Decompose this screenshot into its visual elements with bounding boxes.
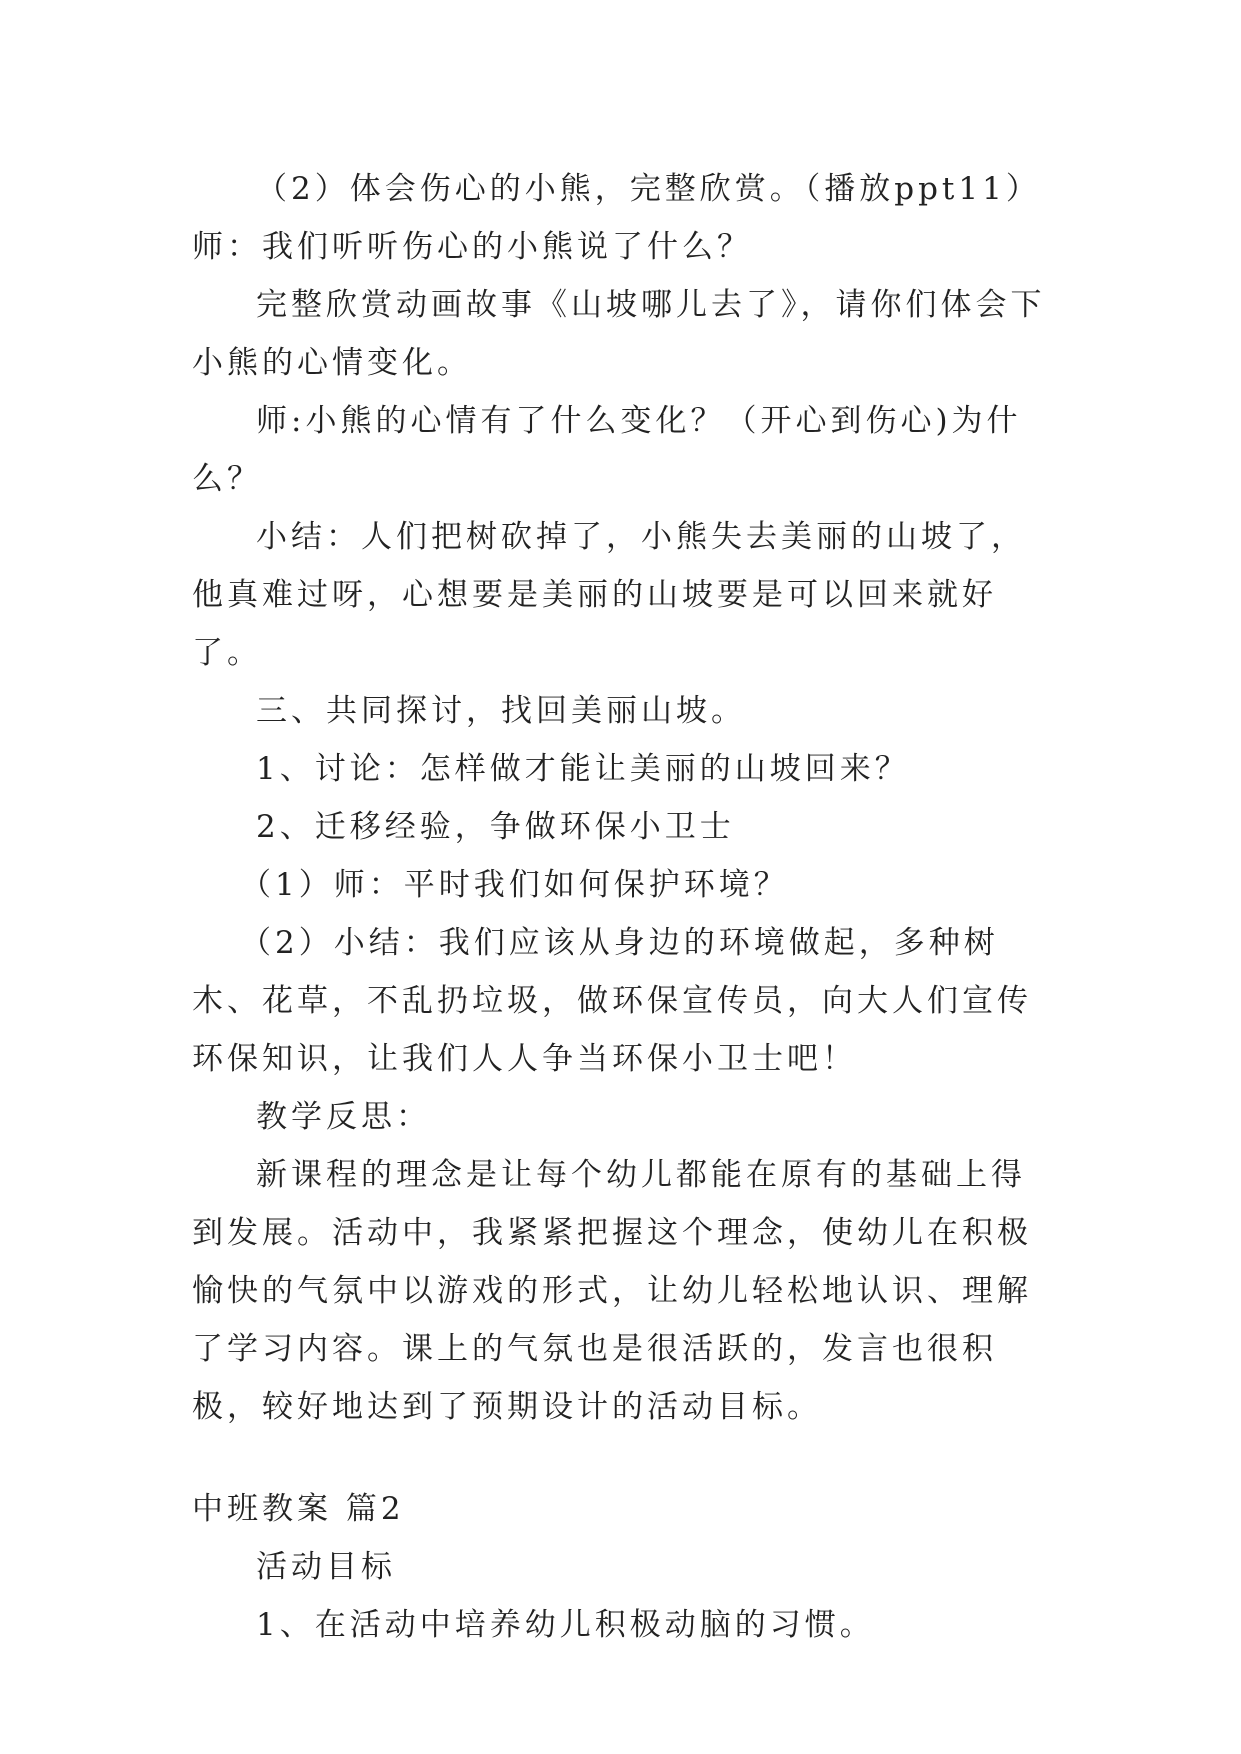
paragraph-appreciation: （2）体会伤心的小熊，完整欣赏。（播放ppt11）师：我们听听伤心的小熊说了什么？ [192, 171, 1041, 265]
paragraph-activity-goal: 活动目标 [256, 1549, 396, 1585]
section-title: 中班教案 篇2 [192, 1491, 405, 1527]
paragraph-teacher-question: 师:小熊的心情有了什么变化？（开心到伤心)为什么？ [192, 403, 1022, 497]
paragraph-story: 完整欣赏动画故事《山坡哪儿去了》，请你们体会下小熊的心情变化。 [192, 287, 1046, 381]
paragraph-goal-one: 1、在活动中培养幼儿积极动脑的习惯。 [256, 1607, 875, 1643]
paragraph-transfer: 2、迁移经验，争做环保小卫士 [256, 809, 735, 845]
paragraph-protect-summary: （2）小结：我们应该从身边的环境做起，多种树木、花草，不乱扔垃圾，做环保宣传员，向大人们宣传环保知识，让我们人人争当环保小卫士吧！ [192, 925, 1032, 1077]
paragraph-summary: 小结：人们把树砍掉了，小熊失去美丽的山坡了，他真难过呀，心想要是美丽的山坡要是可以回来就好了。 [192, 519, 1026, 671]
paragraph-reflection: 新课程的理念是让每个幼儿都能在原有的基础上得到发展。活动中，我紧紧把握这个理念，使幼儿在积极愉快的气氛中以游戏的形式，让幼儿轻松地认识、理解了学习内容。课上的气氛也是很活跃的，发言也很积极，较好地达到了预期设计的活动目标。 [192, 1157, 1032, 1425]
document-body [192, 160, 1058, 1654]
paragraph-section-three: 三、共同探讨，找回美丽山坡。 [256, 693, 746, 729]
paragraph-discussion: 1、讨论：怎样做才能让美丽的山坡回来？ [256, 751, 910, 787]
paragraph-protect-question: （1）师：平时我们如何保护环境？ [240, 867, 789, 903]
paragraph-reflection-heading: 教学反思： [256, 1099, 431, 1135]
